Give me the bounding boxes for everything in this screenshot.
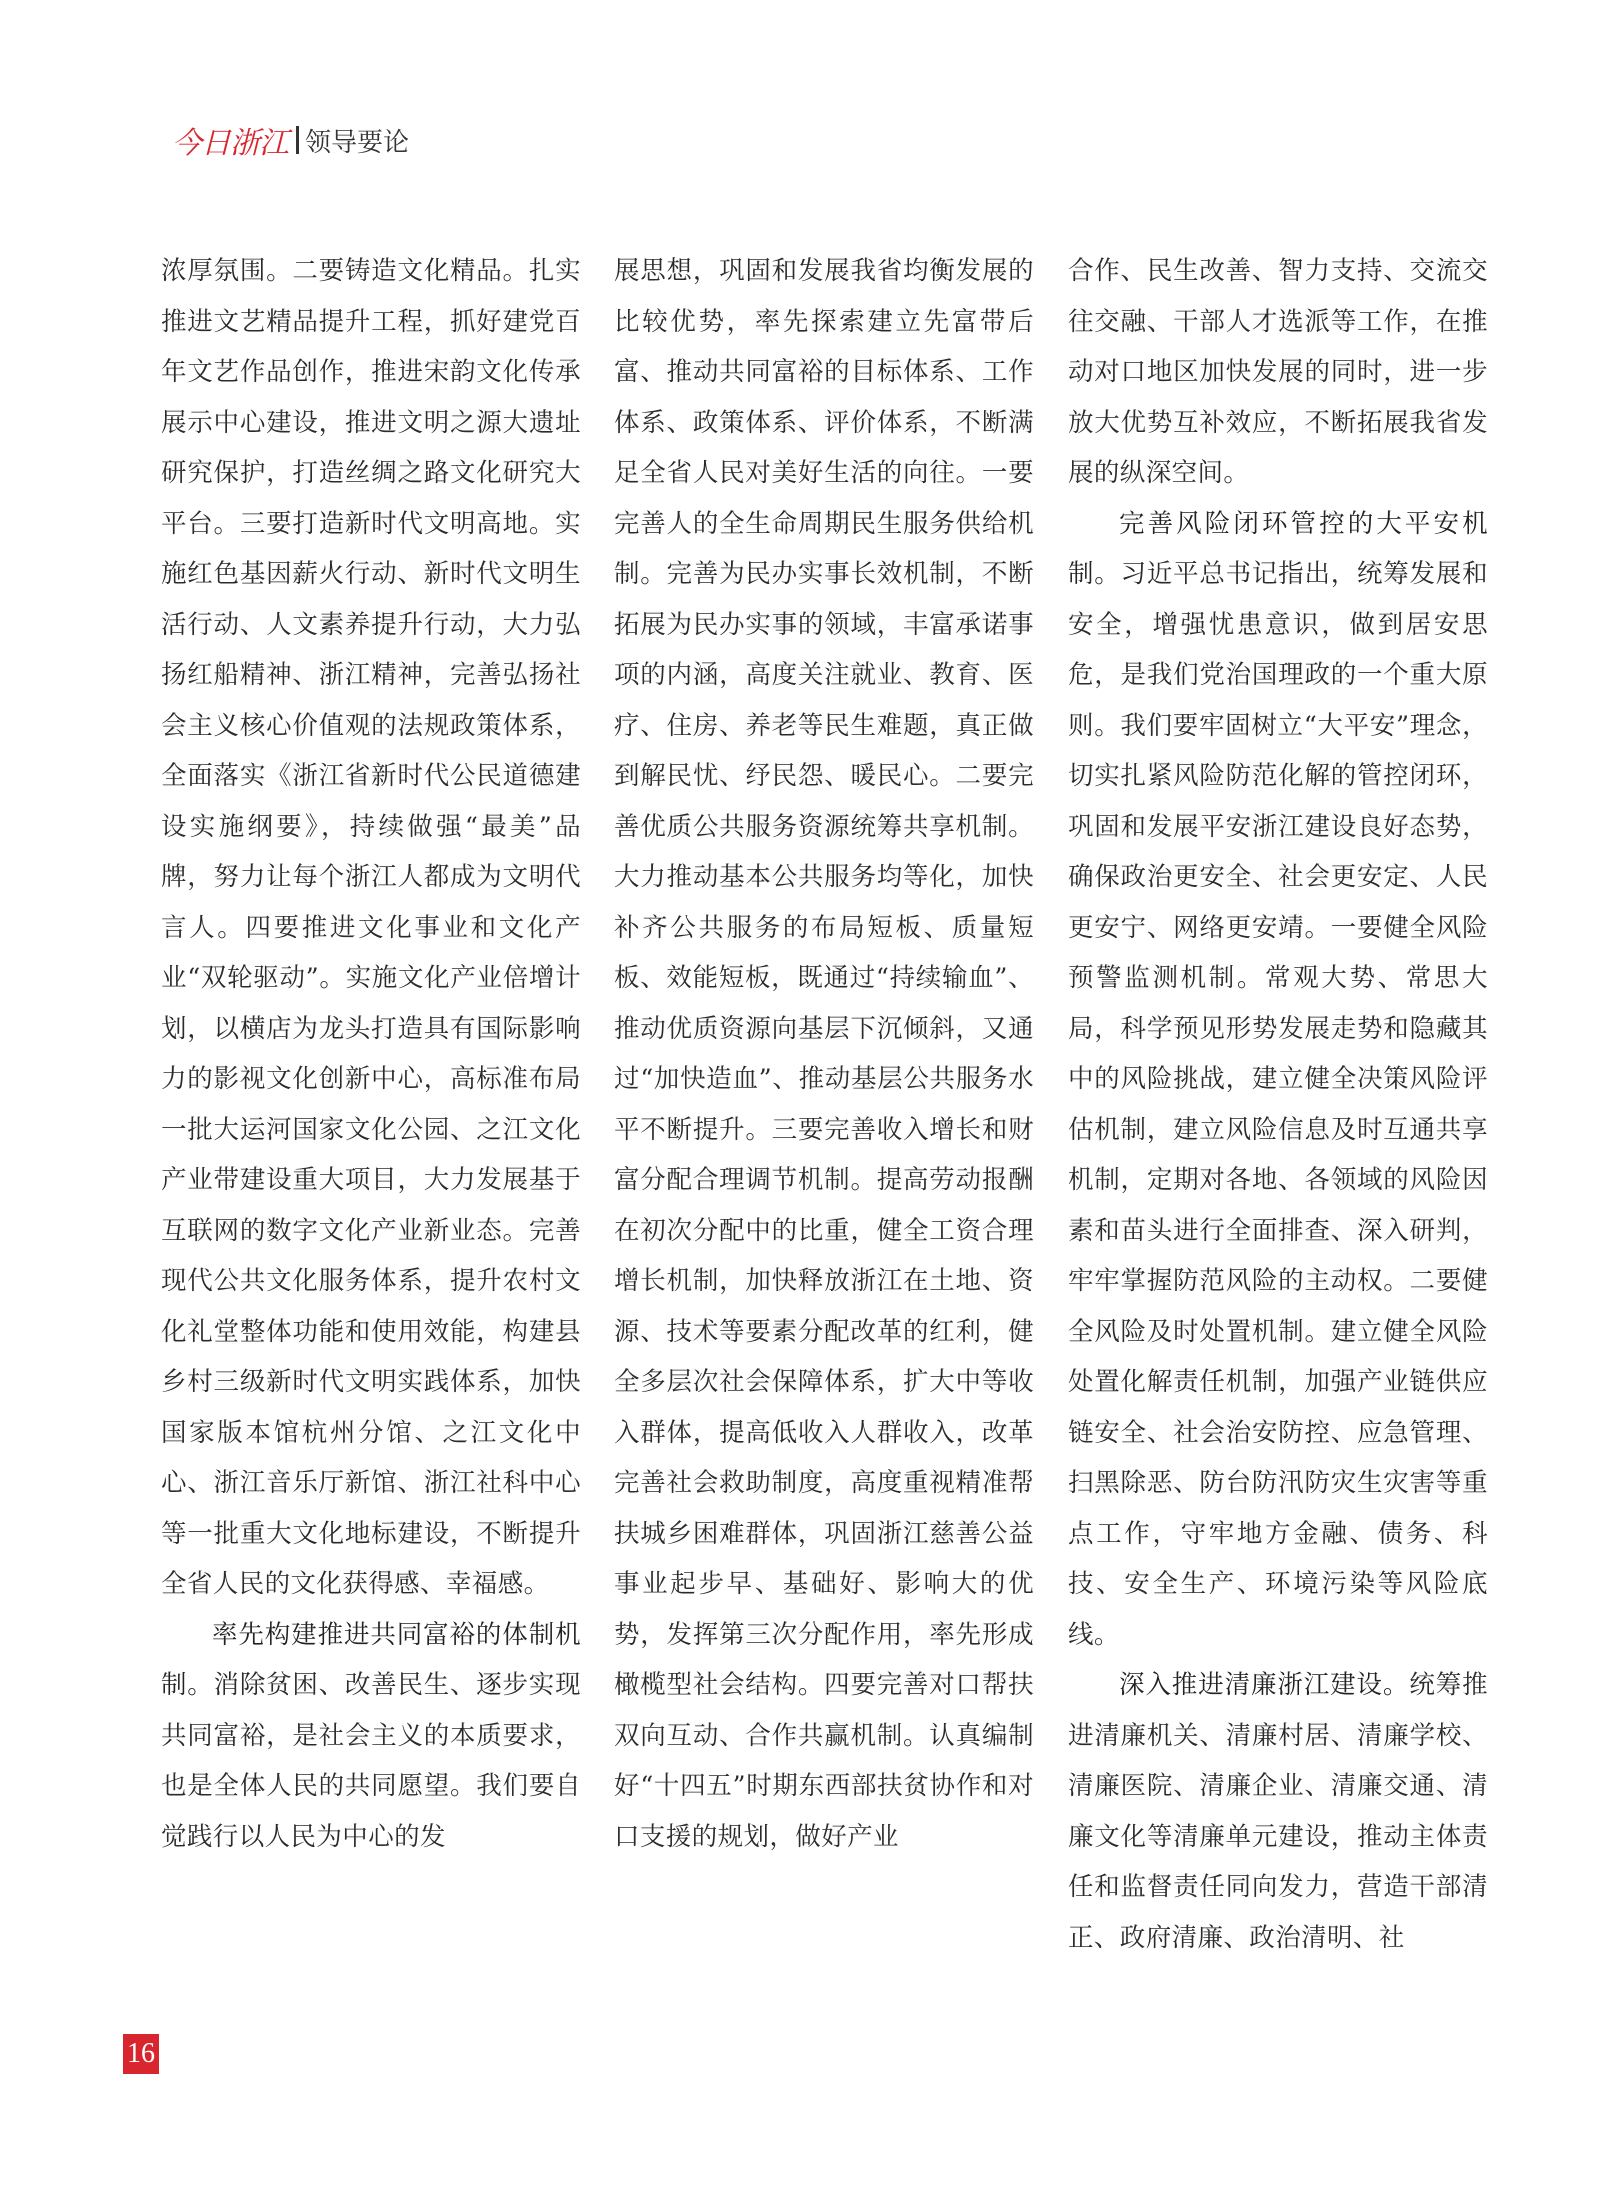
paragraph: 率先构建推进共同富裕的体制机制。消除贫困、改善民生、逐步实现共同富裕，是社会主义的本质要求，也是全体人民的共同愿望。我们要自觉践行以人民为中心的发 (161, 1619, 581, 1852)
page-header (172, 120, 409, 160)
paragraph: 展思想，巩固和发展我省均衡发展的比较优势，率先探索建立先富带后富、推动共同富裕的目标体系、工作体系、政策体系、评价体系，不断满足全省人民对美好生活的向往。一要完善人的全生命周期民生服务供给机制。完善为民办实事长效机制，不断拓展为民办实事的领域，丰富承诺事项的内涵，高度关注就业、教育、医疗、住房、养老等民生难题，真正做到解民忧、纾民怨、暖民心。二要完善优质公共服务资源统筹共享机制。大力推动基本公共服务均等化，加快补齐公共服务的布局短板、质量短板、效能短板，既通过“持续输血”、推动优质资源向基层下沉倾斜，又通过“加快造血”、推动基层公共服务水平不断提升。三要完善收入增长和财富分配合理调节机制。提高劳动报酬在初次分配中的比重，健全工资合理增长机制，加快释放浙江在土地、资源、技术等要素分配改革的红利，健全多层次社会保障体系，扩大中等收入群体，提高低收入人群收入，改革完善社会救助制度，高度重视精准帮扶城乡困难群体，巩固浙江慈善公益事业起步早、基础好、影响大的优势，发挥第三次分配作用，率先形成橄榄型社会结构。四要完善对口帮扶双向互动、合作共赢机制。认真编制好“十四五”时期东西部扶贫协作和对口支援的规划，做好产业 (614, 256, 1034, 1852)
page-number: 16 (123, 2034, 159, 2074)
section-title: 领导要论 (305, 127, 410, 158)
header-divider (296, 126, 299, 154)
paragraph: 深入推进清廉浙江建设。统筹推进清廉机关、清廉村居、清廉学校、清廉医院、清廉企业、清廉交通、清廉文化等清廉单元建设，推动主体责任和监督责任同向发力，营造干部清正、政府清廉、政治清明、社 (1068, 1670, 1488, 1953)
paragraph-lead: 深入推进清廉浙江建设。 (1119, 1670, 1410, 1700)
text-column-2 (614, 246, 1034, 1862)
paragraph: 浓厚氛围。二要铸造文化精品。扎实推进文艺精品提升工程，抓好建党百年文艺作品创作，推进宋韵文化传承展示中心建设，推进文明之源大遗址研究保护，打造丝绸之路文化研究大平台。三要打造新时代文明高地。实施红色基因薪火行动、新时代文明生活行动、人文素养提升行动，大力弘扬红船精神、浙江精神，完善弘扬社会主义核心价值观的法规政策体系，全面落实《浙江省新时代公民道德建设实施纲要》，持续做强“最美”品牌，努力让每个浙江人都成为文明代言人。四要推进文化事业和文化产业“双轮驱动”。实施文化产业倍增计划，以横店为龙头打造具有国际影响力的影视文化创新中心，高标准布局一批大运河国家文化公园、之江文化产业带建设重大项目，大力发展基于互联网的数字文化产业新业态。完善现代公共文化服务体系，提升农村文化礼堂整体功能和使用效能，构建县乡村三级新时代文明实践体系，加快国家版本馆杭州分馆、之江文化中心、浙江音乐厅新馆、浙江社科中心等一批重大文化地标建设，不断提升全省人民的文化获得感、幸福感。 (161, 256, 581, 1599)
paragraph: 合作、民生改善、智力支持、交流交往交融、干部人才选派等工作，在推动对口地区加快发展的同时，进一步放大优势互补效应，不断拓展我省发展的纵深空间。 (1068, 256, 1488, 488)
magazine-logo: 今日浙江 (172, 126, 288, 161)
paragraph-lead: 率先构建推进共同富裕的体制机制。 (161, 1619, 581, 1700)
text-column-3 (1068, 246, 1488, 1963)
paragraph: 完善风险闭环管控的大平安机制。习近平总书记指出，统筹发展和安全，增强忧患意识，做到居安思危，是我们党治国理政的一个重大原则。我们要牢固树立“大平安”理念，切实扎紧风险防范化解的管控闭环，巩固和发展平安浙江建设良好态势，确保政治更安全、社会更安定、人民更安宁、网络更安靖。一要健全风险预警监测机制。常观大势、常思大局，科学预见形势发展走势和隐藏其中的风险挑战，建立健全决策风险评估机制，建立风险信息及时互通共享机制，定期对各地、各领域的风险因素和苗头进行全面排查、深入研判，牢牢掌握防范风险的主动权。二要健全风险及时处置机制。建立健全风险处置化解责任机制，加强产业链供应链安全、社会治安防控、应急管理、扫黑除恶、防台防汛防灾生灾害等重点工作，守牢地方金融、债务、科技、安全生产、环境污染等风险底线。 (1068, 508, 1488, 1650)
text-column-1 (161, 246, 581, 1862)
paragraph-lead: 完善风险闭环管控的大平安机制。 (1068, 508, 1488, 589)
